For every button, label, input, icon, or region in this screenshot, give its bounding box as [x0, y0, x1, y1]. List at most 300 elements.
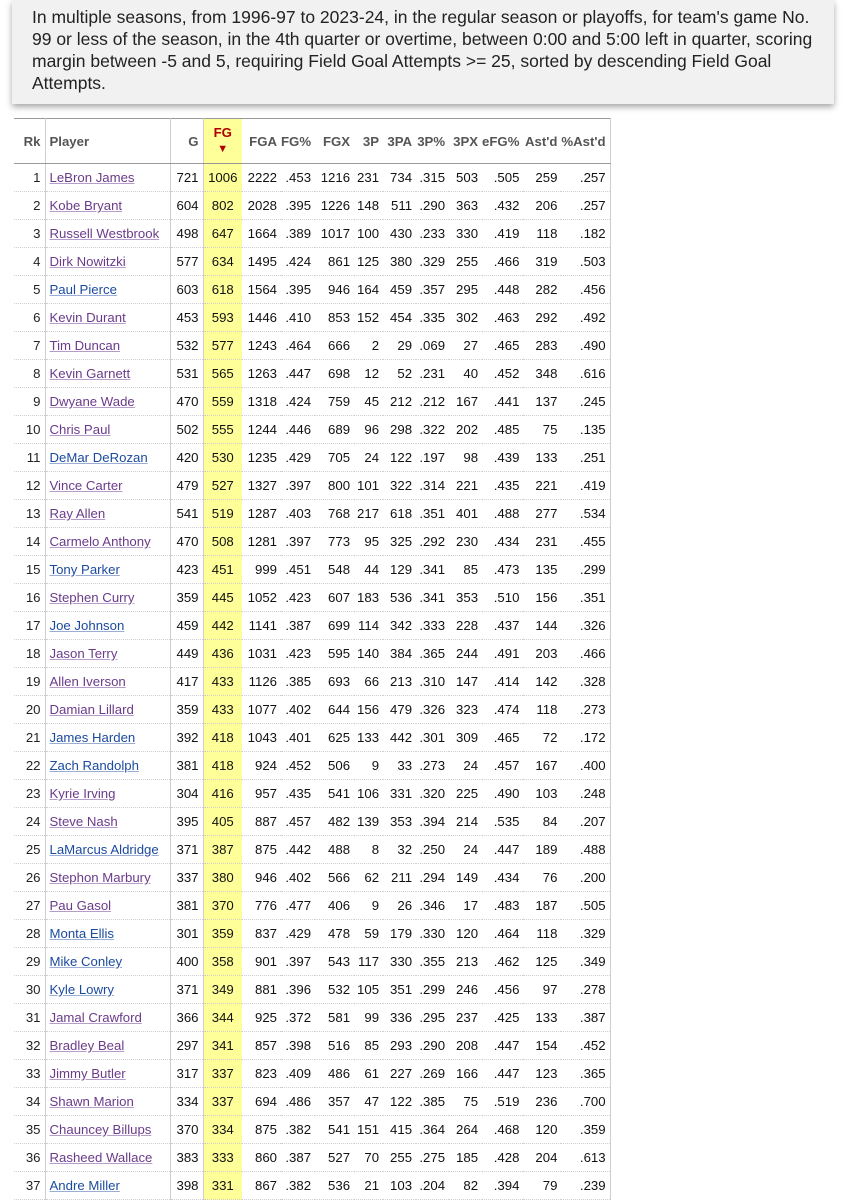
- cell-fga: 875: [242, 836, 281, 864]
- cell-astd: 167: [523, 752, 561, 780]
- cell-3px: 147: [449, 668, 482, 696]
- cell-3px: 246: [449, 976, 482, 1004]
- cell-fgx: 1216: [315, 164, 354, 192]
- cell-efg-pct: .457: [482, 752, 523, 780]
- sort-descending-icon: ▼: [217, 143, 229, 155]
- player-link[interactable]: Andre Miller: [49, 1178, 120, 1193]
- cell-pct-astd: .278: [561, 976, 610, 1004]
- player-link[interactable]: Kevin Garnett: [49, 366, 131, 381]
- cell-astd: 282: [523, 276, 561, 304]
- cell-3px: 295: [449, 276, 482, 304]
- cell-efg-pct: .441: [482, 388, 523, 416]
- cell-rk: 34: [14, 1088, 45, 1116]
- cell-3pa: 293: [383, 1032, 416, 1060]
- cell-fg: 337: [203, 1088, 242, 1116]
- cell-rk: 2: [14, 192, 45, 220]
- cell-g: 470: [170, 528, 203, 556]
- cell-rk: 31: [14, 1004, 45, 1032]
- player-link[interactable]: Kyrie Irving: [49, 786, 116, 801]
- cell-player: [45, 220, 170, 248]
- cell-player: [45, 584, 170, 612]
- player-link[interactable]: Paul Pierce: [49, 282, 117, 297]
- player-link[interactable]: Zach Randolph: [49, 758, 139, 773]
- col-header-fg-pct[interactable]: FG%: [281, 119, 315, 164]
- cell-rk: 17: [14, 612, 45, 640]
- player-link[interactable]: Allen Iverson: [49, 674, 126, 689]
- cell-player: [45, 1172, 170, 1200]
- cell-fg: 527: [203, 472, 242, 500]
- cell-astd: 123: [523, 1060, 561, 1088]
- cell-pct-astd: .387: [561, 1004, 610, 1032]
- cell-rk: 9: [14, 388, 45, 416]
- col-header-astd[interactable]: Ast'd: [523, 119, 561, 164]
- cell-fg-pct: .403: [281, 500, 315, 528]
- cell-rk: 24: [14, 808, 45, 836]
- cell-rk: 30: [14, 976, 45, 1004]
- cell-3pa: 430: [383, 220, 416, 248]
- cell-3pa: 212: [383, 388, 416, 416]
- cell-rk: 37: [14, 1172, 45, 1200]
- cell-3p: 2: [354, 332, 383, 360]
- cell-3p-pct: .330: [416, 920, 449, 948]
- cell-3p: 99: [354, 1004, 383, 1032]
- cell-efg-pct: .463: [482, 304, 523, 332]
- cell-efg-pct: .535: [482, 808, 523, 836]
- cell-astd: 84: [523, 808, 561, 836]
- cell-3p: 12: [354, 360, 383, 388]
- cell-efg-pct: .414: [482, 668, 523, 696]
- player-link[interactable]: Pau Gasol: [49, 898, 112, 913]
- cell-fg-pct: .453: [281, 164, 315, 192]
- cell-3pa: 298: [383, 416, 416, 444]
- cell-3p-pct: .315: [416, 164, 449, 192]
- cell-astd: 125: [523, 948, 561, 976]
- cell-3p: 59: [354, 920, 383, 948]
- cell-3p: 106: [354, 780, 383, 808]
- cell-fg: 445: [203, 584, 242, 612]
- player-link[interactable]: Chauncey Billups: [49, 1122, 152, 1137]
- cell-fgx: 689: [315, 416, 354, 444]
- cell-fg: 618: [203, 276, 242, 304]
- cell-pct-astd: .419: [561, 472, 610, 500]
- cell-3p-pct: .233: [416, 220, 449, 248]
- cell-3p-pct: .275: [416, 1144, 449, 1172]
- cell-player: [45, 500, 170, 528]
- cell-3p-pct: .365: [416, 640, 449, 668]
- cell-player: [45, 724, 170, 752]
- cell-3p-pct: .329: [416, 248, 449, 276]
- cell-rk: 23: [14, 780, 45, 808]
- player-link[interactable]: Mike Conley: [49, 954, 123, 969]
- player-link[interactable]: Vince Carter: [49, 478, 123, 493]
- table-header: [14, 119, 610, 164]
- cell-efg-pct: .474: [482, 696, 523, 724]
- cell-3p: 85: [354, 1032, 383, 1060]
- cell-3px: 185: [449, 1144, 482, 1172]
- col-header-3px[interactable]: 3PX: [449, 119, 482, 164]
- cell-3p: 183: [354, 584, 383, 612]
- cell-astd: 137: [523, 388, 561, 416]
- cell-pct-astd: .245: [561, 388, 610, 416]
- player-link[interactable]: Chris Paul: [49, 422, 111, 437]
- cell-fga: 1281: [242, 528, 281, 556]
- player-link[interactable]: Tim Duncan: [49, 338, 121, 353]
- player-link[interactable]: LaMarcus Aldridge: [49, 842, 159, 857]
- player-link[interactable]: Jamal Crawford: [49, 1010, 142, 1025]
- cell-efg-pct: .428: [482, 1144, 523, 1172]
- cell-fg-pct: .429: [281, 444, 315, 472]
- cell-astd: 154: [523, 1032, 561, 1060]
- cell-rk: 6: [14, 304, 45, 332]
- cell-fg: 802: [203, 192, 242, 220]
- cell-efg-pct: .490: [482, 780, 523, 808]
- cell-efg-pct: .432: [482, 192, 523, 220]
- cell-3pa: 734: [383, 164, 416, 192]
- cell-3px: 27: [449, 332, 482, 360]
- cell-3p: 62: [354, 864, 383, 892]
- cell-3px: 363: [449, 192, 482, 220]
- cell-player: [45, 836, 170, 864]
- cell-rk: 12: [14, 472, 45, 500]
- cell-g: 449: [170, 640, 203, 668]
- col-header-efg-pct[interactable]: eFG%: [482, 119, 523, 164]
- table-row: [14, 584, 610, 612]
- player-link[interactable]: Stephon Marbury: [49, 870, 151, 885]
- player-link[interactable]: Joe Johnson: [49, 618, 125, 633]
- cell-efg-pct: .439: [482, 444, 523, 472]
- cell-3p-pct: .295: [416, 1004, 449, 1032]
- cell-3p-pct: .290: [416, 192, 449, 220]
- cell-fg-pct: .451: [281, 556, 315, 584]
- cell-fg: 387: [203, 836, 242, 864]
- cell-fga: 1244: [242, 416, 281, 444]
- cell-3p: 114: [354, 612, 383, 640]
- cell-3p-pct: .294: [416, 864, 449, 892]
- col-header-pct-astd[interactable]: %Ast'd: [561, 119, 610, 164]
- cell-astd: 118: [523, 920, 561, 948]
- cell-player: [45, 640, 170, 668]
- cell-g: 400: [170, 948, 203, 976]
- table-row: [14, 640, 610, 668]
- table-row: [14, 472, 610, 500]
- cell-player: [45, 416, 170, 444]
- cell-3p-pct: .310: [416, 668, 449, 696]
- table-row: [14, 192, 610, 220]
- cell-player: [45, 1116, 170, 1144]
- cell-3pa: 618: [383, 500, 416, 528]
- cell-g: 603: [170, 276, 203, 304]
- cell-fgx: 759: [315, 388, 354, 416]
- cell-3px: 255: [449, 248, 482, 276]
- cell-fg-pct: .452: [281, 752, 315, 780]
- cell-fg-pct: .409: [281, 1060, 315, 1088]
- cell-3px: 330: [449, 220, 482, 248]
- cell-pct-astd: .172: [561, 724, 610, 752]
- cell-fgx: 946: [315, 276, 354, 304]
- cell-fg: 416: [203, 780, 242, 808]
- table-row: [14, 360, 610, 388]
- cell-pct-astd: .351: [561, 584, 610, 612]
- cell-fg-pct: .429: [281, 920, 315, 948]
- table-row: [14, 864, 610, 892]
- cell-pct-astd: .273: [561, 696, 610, 724]
- table-row: [14, 556, 610, 584]
- cell-fgx: 548: [315, 556, 354, 584]
- cell-3p: 66: [354, 668, 383, 696]
- cell-3p-pct: .357: [416, 276, 449, 304]
- table-row: [14, 808, 610, 836]
- cell-3p-pct: .231: [416, 360, 449, 388]
- player-link[interactable]: Damian Lillard: [49, 702, 134, 717]
- cell-rk: 1: [14, 164, 45, 192]
- cell-fg-pct: .385: [281, 668, 315, 696]
- cell-fga: 875: [242, 1116, 281, 1144]
- player-link[interactable]: Steve Nash: [49, 814, 118, 829]
- table-row: [14, 164, 610, 192]
- cell-pct-astd: .456: [561, 276, 610, 304]
- cell-3p: 45: [354, 388, 383, 416]
- cell-3pa: 325: [383, 528, 416, 556]
- cell-3px: 237: [449, 1004, 482, 1032]
- cell-pct-astd: .700: [561, 1088, 610, 1116]
- cell-fgx: 482: [315, 808, 354, 836]
- player-link[interactable]: Kyle Lowry: [49, 982, 114, 997]
- cell-fgx: 800: [315, 472, 354, 500]
- col-header-fg-label: FG: [213, 125, 232, 140]
- player-link[interactable]: Kevin Durant: [49, 310, 126, 325]
- player-link[interactable]: Monta Ellis: [49, 926, 114, 941]
- player-link[interactable]: Russell Westbrook: [49, 226, 160, 241]
- cell-player: [45, 1088, 170, 1116]
- cell-rk: 20: [14, 696, 45, 724]
- cell-fg-pct: .387: [281, 612, 315, 640]
- cell-fg: 508: [203, 528, 242, 556]
- cell-rk: 4: [14, 248, 45, 276]
- cell-3pa: 384: [383, 640, 416, 668]
- cell-g: 337: [170, 864, 203, 892]
- cell-g: 459: [170, 612, 203, 640]
- cell-astd: 221: [523, 472, 561, 500]
- cell-pct-astd: .239: [561, 1172, 610, 1200]
- cell-fgx: 625: [315, 724, 354, 752]
- col-header-g[interactable]: G: [170, 119, 203, 164]
- cell-fg: 418: [203, 752, 242, 780]
- cell-fgx: 406: [315, 892, 354, 920]
- cell-fga: 1031: [242, 640, 281, 668]
- cell-rk: 18: [14, 640, 45, 668]
- col-header-3p[interactable]: 3P: [354, 119, 383, 164]
- cell-pct-astd: .251: [561, 444, 610, 472]
- player-link[interactable]: Bradley Beal: [49, 1038, 125, 1053]
- cell-pct-astd: .365: [561, 1060, 610, 1088]
- cell-3p: 9: [354, 752, 383, 780]
- cell-astd: 204: [523, 1144, 561, 1172]
- player-link[interactable]: Dwyane Wade: [49, 394, 135, 409]
- cell-fg-pct: .442: [281, 836, 315, 864]
- col-header-fgx[interactable]: FGX: [315, 119, 354, 164]
- col-header-fga[interactable]: FGA: [242, 119, 281, 164]
- player-link[interactable]: Shawn Marion: [49, 1094, 134, 1109]
- cell-3p: 101: [354, 472, 383, 500]
- cell-3pa: 479: [383, 696, 416, 724]
- cell-player: [45, 1060, 170, 1088]
- cell-rk: 8: [14, 360, 45, 388]
- cell-g: 334: [170, 1088, 203, 1116]
- player-link[interactable]: Jason Terry: [49, 646, 118, 661]
- cell-fga: 1495: [242, 248, 281, 276]
- cell-3p-pct: .326: [416, 696, 449, 724]
- player-link[interactable]: Rasheed Wallace: [49, 1150, 153, 1165]
- cell-astd: 144: [523, 612, 561, 640]
- cell-pct-astd: .329: [561, 920, 610, 948]
- cell-g: 532: [170, 332, 203, 360]
- cell-3px: 149: [449, 864, 482, 892]
- cell-3pa: 255: [383, 1144, 416, 1172]
- cell-rk: 15: [14, 556, 45, 584]
- cell-astd: 206: [523, 192, 561, 220]
- cell-player: [45, 864, 170, 892]
- cell-3px: 228: [449, 612, 482, 640]
- cell-fga: 694: [242, 1088, 281, 1116]
- cell-3p: 105: [354, 976, 383, 1004]
- cell-3px: 40: [449, 360, 482, 388]
- cell-fga: 1243: [242, 332, 281, 360]
- table-row: [14, 976, 610, 1004]
- cell-3p-pct: .292: [416, 528, 449, 556]
- cell-pct-astd: .328: [561, 668, 610, 696]
- cell-fg-pct: .447: [281, 360, 315, 388]
- table-row: [14, 388, 610, 416]
- cell-player: [45, 192, 170, 220]
- col-header-rk[interactable]: Rk: [14, 119, 45, 164]
- cell-3p: 231: [354, 164, 383, 192]
- cell-fg: 634: [203, 248, 242, 276]
- cell-player: [45, 556, 170, 584]
- cell-3p-pct: .394: [416, 808, 449, 836]
- cell-fg: 530: [203, 444, 242, 472]
- cell-fg: 647: [203, 220, 242, 248]
- cell-rk: 11: [14, 444, 45, 472]
- cell-fga: 1327: [242, 472, 281, 500]
- player-link[interactable]: Kobe Bryant: [49, 198, 123, 213]
- cell-fgx: 768: [315, 500, 354, 528]
- cell-fg-pct: .435: [281, 780, 315, 808]
- cell-fg-pct: .382: [281, 1116, 315, 1144]
- cell-efg-pct: .465: [482, 724, 523, 752]
- cell-g: 392: [170, 724, 203, 752]
- cell-pct-astd: .466: [561, 640, 610, 668]
- cell-player: [45, 164, 170, 192]
- col-header-fg-sorted[interactable]: [203, 119, 242, 164]
- table-row: [14, 304, 610, 332]
- player-stats-table: [14, 118, 611, 1200]
- cell-rk: 28: [14, 920, 45, 948]
- cell-astd: 75: [523, 416, 561, 444]
- cell-rk: 21: [14, 724, 45, 752]
- cell-fga: 1043: [242, 724, 281, 752]
- cell-3pa: 536: [383, 584, 416, 612]
- cell-astd: 97: [523, 976, 561, 1004]
- cell-3p: 61: [354, 1060, 383, 1088]
- cell-3px: 167: [449, 388, 482, 416]
- player-link[interactable]: DeMar DeRozan: [49, 450, 148, 465]
- cell-fga: 1564: [242, 276, 281, 304]
- cell-fgx: 644: [315, 696, 354, 724]
- cell-3p-pct: .385: [416, 1088, 449, 1116]
- cell-3pa: 330: [383, 948, 416, 976]
- player-link[interactable]: Jimmy Butler: [49, 1066, 126, 1081]
- cell-3px: 98: [449, 444, 482, 472]
- cell-g: 398: [170, 1172, 203, 1200]
- cell-efg-pct: .505: [482, 164, 523, 192]
- cell-efg-pct: .447: [482, 1060, 523, 1088]
- cell-3p: 95: [354, 528, 383, 556]
- col-header-3pa[interactable]: 3PA: [383, 119, 416, 164]
- cell-pct-astd: .200: [561, 864, 610, 892]
- cell-pct-astd: .299: [561, 556, 610, 584]
- cell-rk: 25: [14, 836, 45, 864]
- cell-rk: 27: [14, 892, 45, 920]
- cell-fgx: 773: [315, 528, 354, 556]
- table-row: [14, 836, 610, 864]
- cell-fga: 924: [242, 752, 281, 780]
- col-header-3p-pct[interactable]: 3P%: [416, 119, 449, 164]
- cell-3p-pct: .269: [416, 1060, 449, 1088]
- cell-player: [45, 248, 170, 276]
- player-link[interactable]: Carmelo Anthony: [49, 534, 151, 549]
- cell-fga: 857: [242, 1032, 281, 1060]
- cell-fga: 1664: [242, 220, 281, 248]
- cell-fgx: 1017: [315, 220, 354, 248]
- cell-pct-astd: .182: [561, 220, 610, 248]
- cell-efg-pct: .435: [482, 472, 523, 500]
- cell-fg-pct: .423: [281, 640, 315, 668]
- cell-3p: 217: [354, 500, 383, 528]
- player-link[interactable]: Stephen Curry: [49, 590, 135, 605]
- player-link[interactable]: James Harden: [49, 730, 136, 745]
- table-row: [14, 1060, 610, 1088]
- player-link[interactable]: Ray Allen: [49, 506, 106, 521]
- table-row: [14, 724, 610, 752]
- cell-player: [45, 1004, 170, 1032]
- cell-player: [45, 976, 170, 1004]
- query-criteria-text: In multiple seasons, from 1996-97 to 2023-24, in the regular season or playoffs, for team's game No. 99 or less of the season, in the 4th quarter or overtime, between 0:00 and 5:00 left in quarter, scoring margin between -5 and 5, requiring Field Goal Attempts >= 25, sorted by descending Field Goal Attempts.: [32, 7, 813, 93]
- cell-rk: 14: [14, 528, 45, 556]
- col-header-player[interactable]: Player: [45, 119, 170, 164]
- player-link[interactable]: Dirk Nowitzki: [49, 254, 126, 269]
- cell-3pa: 33: [383, 752, 416, 780]
- cell-astd: 292: [523, 304, 561, 332]
- cell-g: 301: [170, 920, 203, 948]
- cell-pct-astd: .359: [561, 1116, 610, 1144]
- cell-fg: 555: [203, 416, 242, 444]
- cell-3p-pct: .346: [416, 892, 449, 920]
- player-link[interactable]: Tony Parker: [49, 562, 120, 577]
- cell-fg: 433: [203, 696, 242, 724]
- cell-3px: 214: [449, 808, 482, 836]
- cell-g: 721: [170, 164, 203, 192]
- cell-fga: 1235: [242, 444, 281, 472]
- cell-astd: 135: [523, 556, 561, 584]
- cell-3p-pct: .301: [416, 724, 449, 752]
- cell-fgx: 698: [315, 360, 354, 388]
- cell-fgx: 607: [315, 584, 354, 612]
- table-row: [14, 248, 610, 276]
- cell-fg: 341: [203, 1032, 242, 1060]
- cell-efg-pct: .466: [482, 248, 523, 276]
- player-link[interactable]: LeBron James: [49, 170, 135, 185]
- cell-3px: 213: [449, 948, 482, 976]
